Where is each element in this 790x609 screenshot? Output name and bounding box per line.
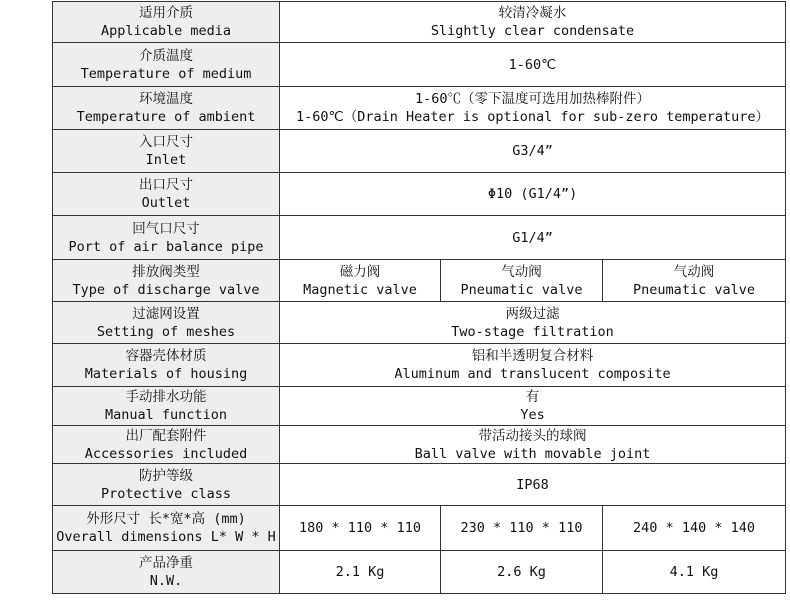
- spec-row-meshes: [53, 302, 786, 344]
- spec-row-temperature-medium: [53, 43, 786, 87]
- row-value: [603, 260, 786, 302]
- row-label: [53, 302, 280, 344]
- row-value: IP68: [280, 464, 786, 506]
- value-en: Aluminum and translucent composite: [394, 366, 671, 382]
- row-label-cn: 入口尺寸: [139, 134, 193, 150]
- row-label-en: Setting of meshes: [96, 323, 236, 340]
- value-cn: 有: [525, 389, 540, 405]
- row-value: 2.6 Kg: [441, 551, 603, 594]
- row-label-en: Inlet: [145, 152, 187, 168]
- value-en: 1-60℃（Drain Heater is optional for sub-zero temperature）: [296, 109, 769, 125]
- spec-row-net-weight: [53, 551, 786, 594]
- spec-row-outlet: [53, 173, 786, 216]
- row-label-en: Temperature of ambient: [76, 109, 256, 125]
- row-label: [53, 344, 280, 387]
- row-label-en: Port of air balance pipe: [68, 238, 264, 255]
- value-en: Magnetic valve: [303, 281, 417, 298]
- row-label-cn: 产品净重: [139, 555, 193, 571]
- row-label-cn: 出口尺寸: [139, 177, 193, 193]
- row-label-en: N.W.: [149, 573, 183, 589]
- row-value: 1-60℃: [280, 43, 786, 87]
- row-value: 4.1 Kg: [603, 551, 786, 594]
- value-cn: 较清冷凝水: [498, 5, 567, 21]
- row-label-en: Overall dimensions L* W * H: [56, 529, 276, 545]
- row-label: [53, 426, 280, 464]
- row-label-en: Materials of housing: [84, 366, 248, 382]
- spec-row-accessories: [53, 426, 786, 464]
- spec-row-inlet: [53, 130, 786, 173]
- spec-row-applicable-media: [53, 2, 786, 43]
- row-value: G1/4”: [280, 216, 786, 260]
- value-cn: 磁力阀: [339, 263, 381, 280]
- row-value: [280, 426, 786, 464]
- row-label-en: Outlet: [141, 195, 191, 211]
- value-en: Pneumatic valve: [460, 281, 583, 298]
- row-label-cn: 外形尺寸 长*宽*高 (mm): [86, 511, 246, 527]
- row-label-cn: 过滤网设置: [132, 305, 200, 322]
- row-label: [53, 87, 280, 130]
- row-label-en: Temperature of medium: [80, 65, 252, 82]
- spec-row-temperature-ambient: [53, 87, 786, 130]
- row-label: [53, 216, 280, 260]
- row-label-cn: 回气口尺寸: [132, 220, 200, 237]
- row-label: [53, 43, 280, 87]
- row-label: [53, 260, 280, 302]
- row-label-cn: 适用介质: [139, 5, 193, 21]
- row-label: [53, 551, 280, 594]
- row-label-cn: 防护等级: [139, 467, 193, 484]
- value-cn: 带活动接头的球阀: [478, 427, 587, 444]
- row-label-cn: 手动排水功能: [125, 389, 207, 405]
- row-value: 2.1 Kg: [280, 551, 441, 594]
- value-cn: 1-60℃（零下温度可选用加热棒附件）: [415, 91, 651, 107]
- row-label: [53, 2, 280, 43]
- spec-row-protective-class: [53, 464, 786, 506]
- spec-row-air-balance-port: [53, 216, 786, 260]
- row-label: [53, 506, 280, 551]
- value-en: Slightly clear condensate: [430, 23, 635, 39]
- spec-row-housing-material: [53, 344, 786, 387]
- row-label: [53, 464, 280, 506]
- value-cn: 气动阀: [501, 263, 542, 280]
- row-value: 230 * 110 * 110: [441, 506, 603, 551]
- value-en: Pneumatic valve: [633, 281, 755, 298]
- row-label-en: Type of discharge valve: [72, 281, 260, 298]
- row-label-cn: 出厂配套附件: [125, 427, 207, 444]
- row-label: [53, 173, 280, 216]
- row-value: [280, 387, 786, 426]
- row-label-en: Accessories included: [84, 445, 248, 462]
- row-label-cn: 介质温度: [139, 47, 193, 64]
- row-value: [441, 260, 603, 302]
- row-value: G3/4”: [280, 130, 786, 173]
- row-label-cn: 环境温度: [139, 91, 193, 107]
- row-value: [280, 2, 786, 43]
- value-cn: 铝和半透明复合材料: [471, 348, 594, 364]
- value-cn: 两级过滤: [505, 305, 560, 322]
- row-value: 240 * 140 * 140: [603, 506, 786, 551]
- row-value: [280, 302, 786, 344]
- row-value: Φ10 (G1/4”): [280, 173, 786, 216]
- spec-row-dimensions: [53, 506, 786, 551]
- row-label-en: Manual function: [105, 407, 227, 423]
- spec-row-discharge-valve: [53, 260, 786, 302]
- value-en: Ball valve with movable joint: [414, 445, 651, 462]
- value-en: Two-stage filtration: [451, 323, 614, 340]
- row-label-cn: 排放阀类型: [132, 263, 200, 280]
- row-label-cn: 容器壳体材质: [125, 348, 207, 364]
- spec-table: [52, 1, 786, 594]
- value-cn: 气动阀: [673, 263, 715, 280]
- row-label-en: Protective class: [100, 485, 232, 502]
- value-en: Yes: [520, 407, 545, 423]
- row-value: [280, 260, 441, 302]
- row-label: [53, 130, 280, 173]
- spec-row-manual-function: [53, 387, 786, 426]
- row-label-en: Applicable media: [100, 23, 232, 39]
- row-value: [280, 87, 786, 130]
- row-value: [280, 344, 786, 387]
- row-label: [53, 387, 280, 426]
- row-value: 180 * 110 * 110: [280, 506, 441, 551]
